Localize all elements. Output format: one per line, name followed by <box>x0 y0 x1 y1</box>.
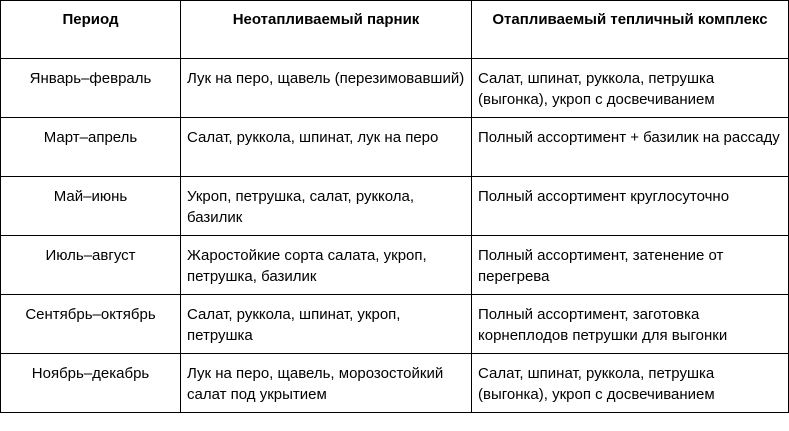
period-cell: Июль–август <box>1 236 181 295</box>
period-cell: Сентябрь–октябрь <box>1 295 181 354</box>
header-period: Период <box>1 1 181 59</box>
table-row <box>1 177 789 236</box>
heated-cell: Салат, шпинат, руккола, петрушка (выгонка), укроп с досвечиванием <box>472 59 789 118</box>
unheated-cell: Лук на перо, щавель (перезимовавший) <box>181 59 472 118</box>
table-row <box>1 236 789 295</box>
heated-cell: Полный ассортимент круглосуточно <box>472 177 789 236</box>
period-cell: Ноябрь–декабрь <box>1 354 181 413</box>
heated-cell: Полный ассортимент + базилик на рассаду <box>472 118 789 177</box>
unheated-cell: Салат, руккола, шпинат, лук на перо <box>181 118 472 177</box>
header-heated-greenhouse-complex: Отапливаемый тепличный комплекс <box>472 1 789 59</box>
unheated-cell: Укроп, петрушка, салат, руккола, базилик <box>181 177 472 236</box>
table-header-row <box>1 1 789 59</box>
table-row <box>1 59 789 118</box>
unheated-cell: Лук на перо, щавель, морозостойкий салат под укрытием <box>181 354 472 413</box>
header-unheated-greenhouse: Неотапливаемый парник <box>181 1 472 59</box>
period-cell: Март–апрель <box>1 118 181 177</box>
period-cell: Январь–февраль <box>1 59 181 118</box>
unheated-cell: Жаростойкие сорта салата, укроп, петрушка, базилик <box>181 236 472 295</box>
period-cell: Май–июнь <box>1 177 181 236</box>
table-row <box>1 295 789 354</box>
unheated-cell: Салат, руккола, шпинат, укроп, петрушка <box>181 295 472 354</box>
heated-cell: Полный ассортимент, заготовка корнеплодов петрушки для выгонки <box>472 295 789 354</box>
heated-cell: Салат, шпинат, руккола, петрушка (выгонка), укроп с досвечиванием <box>472 354 789 413</box>
table-row <box>1 118 789 177</box>
heated-cell: Полный ассортимент, затенение от перегрева <box>472 236 789 295</box>
table-row <box>1 354 789 413</box>
